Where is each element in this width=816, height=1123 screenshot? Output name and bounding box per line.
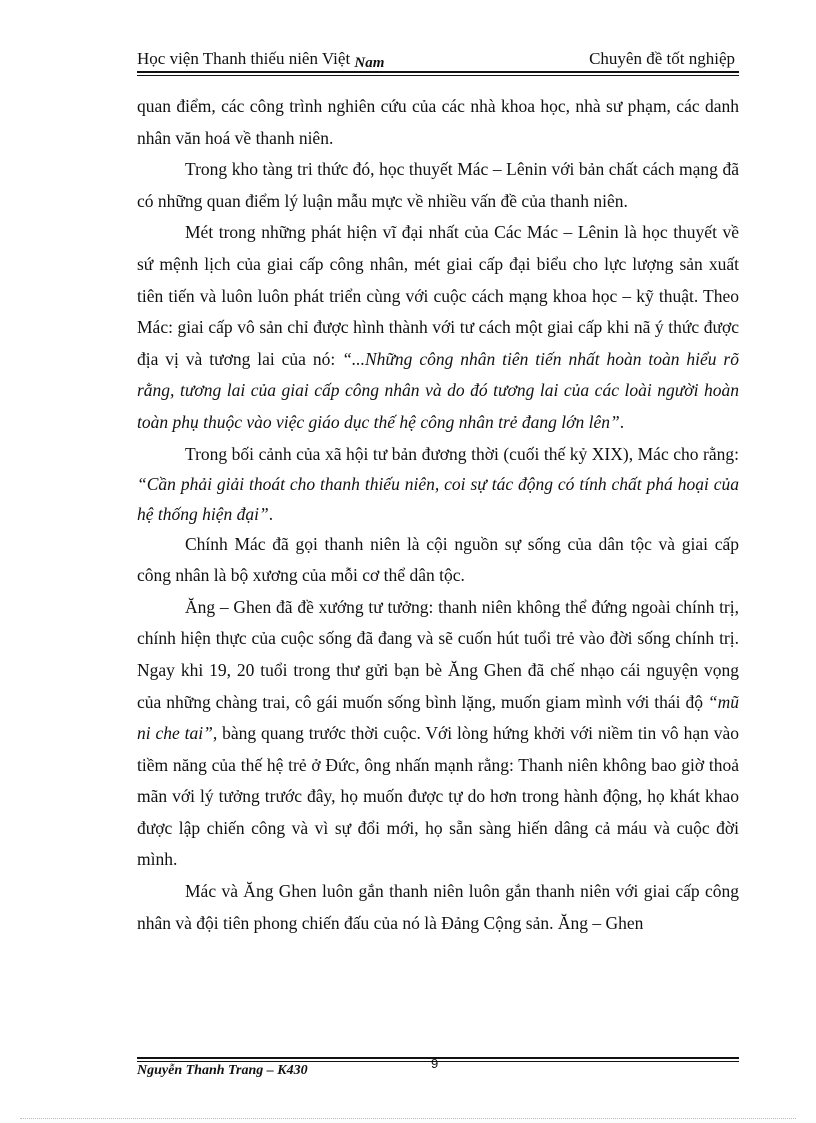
paragraph-3-text: Mét trong những phát hiện vĩ đại nhất của Các Mác – Lênin là học thuyết về sứ mệnh lịch của giai cấp công nhân, mét giai cấp đại biểu cho lực lượng sản xuất tiên tiến và luôn luôn phát triển cùng với cuộc cách mạng khoa học – kỹ thuật. Theo Mác: giai cấp vô sản chỉ được hình thành với tư cách một giai cấp khi nã ý thức được địa vị và tương lai của nó: <box>137 222 739 369</box>
paragraph-3-end: . <box>619 411 625 432</box>
header-rule <box>137 71 739 73</box>
header-rule-thin <box>137 75 739 76</box>
paragraph-4 <box>137 439 739 529</box>
paragraph-6-text: Ăng – Ghen đã đề xướng tư tưởng: thanh niên không thể đứng ngoài chính trị, chính hiện thực của cuộc sống đã đang và sẽ cuốn hút tuổi trẻ vào đời sống chính trị. Ngay khi 19, 20 tuổi trong thư gửi bạn bè Ăng Ghen đã chế nhạo cái nguyện vọng của những chàng trai, cô gái muốn sống bình lặng, muốn giam mình với thái độ <box>137 596 739 712</box>
header-institution-text: Học viện Thanh thiếu niên Việt <box>137 49 351 68</box>
paragraph-6-quote: “mũ ni che tai” <box>137 691 739 744</box>
header-document-type: Chuyên đề tốt nghiệp <box>589 49 735 68</box>
page-header <box>137 48 739 72</box>
footer-author: Nguyễn Thanh Trang – K430 <box>137 1063 308 1078</box>
page-bottom-border <box>20 1118 796 1119</box>
paragraph-2: Trong kho tàng tri thức đó, học thuyết Mác – Lênin với bản chất cách mạng đã có những quan điểm lý luận mẫu mực về nhiều vấn đề của thanh niên. <box>137 159 739 211</box>
paragraph-6-text-continued: , bàng quang trước thời cuộc. Với lòng hứng khởi với niềm tin vô hạn vào tiềm năng của thế hệ trẻ ở Đức, ông nhấn mạnh rằng: Thanh niên không bao giờ thoả mãn với lý tưởng trước đây, họ muốn được tự do hơn trong hành động, họ khát khao được lập chiến công và vì sự đổi mới, họ sẵn sàng hiến dâng cả máu và cuộc đời mình. <box>137 723 739 870</box>
paragraph-6 <box>137 592 739 876</box>
paragraph-3 <box>137 217 739 438</box>
header-institution-script: Nam <box>354 55 385 71</box>
paragraph-3-quote: “...Những công nhân tiên tiến nhất hoàn toàn hiểu rõ rằng, tương lai của giai cấp công nhân và do đó tương lai của các loài người hoàn toàn phụ thuộc vào việc giáo dục thế hệ công nhân trẻ đang lớn lên” <box>137 348 739 432</box>
document-body <box>137 91 739 939</box>
paragraph-4-quote: “Cần phải giải thoát cho thanh thiếu niên, coi sự tác động có tính chất phá hoại của hệ thống hiện đại” <box>137 473 739 524</box>
paragraph-4-end: . <box>268 503 274 524</box>
paragraph-5: Chính Mác đã gọi thanh niên là cội nguồn sự sống của dân tộc và giai cấp công nhân là bộ xương của mỗi cơ thể dân tộc. <box>137 533 739 586</box>
page-number: 9 <box>431 1056 439 1071</box>
header-institution <box>137 48 384 71</box>
paragraph-7: Mác và Ăng Ghen luôn gắn thanh niên luôn gắn thanh niên với giai cấp công nhân và đội tiên phong chiến đấu của nó là Đảng Cộng sản. Ăng – Ghen <box>137 881 739 933</box>
paragraph-1: quan điểm, các công trình nghiên cứu của các nhà khoa học, nhà sư phạm, các danh nhân văn hoá về thanh niên. <box>137 96 739 148</box>
paragraph-4-text: Trong bối cảnh của xã hội tư bản đương thời (cuối thế kỷ XIX), Mác cho rằng: <box>185 443 739 464</box>
